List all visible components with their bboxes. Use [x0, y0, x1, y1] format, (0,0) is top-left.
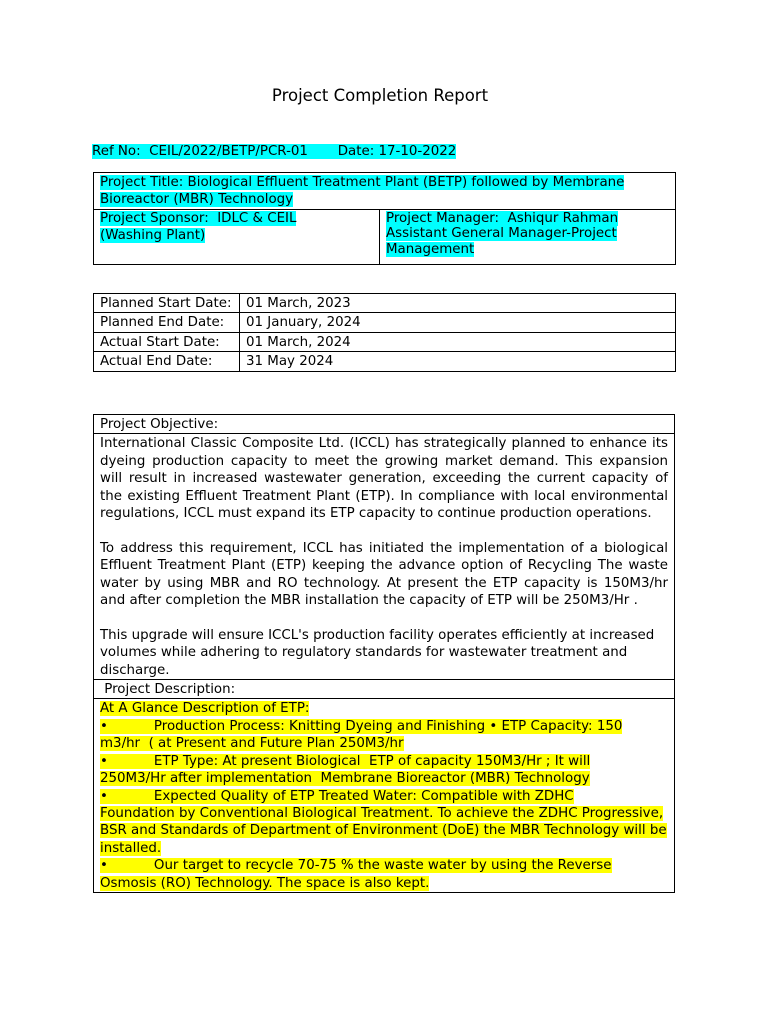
- manager-line-2: Assistant General Manager-Project: [386, 226, 617, 242]
- date-value: 31 May 2024: [240, 352, 676, 371]
- objective-paragraph-1: International Classic Composite Ltd. (ICCL) has strategically planned to enhance its dyeing production capacity to meet the growing market demand. This expansion will result in increased wastewater generation, exceeding the current capacity of the existing Effluent Treatment Plant (ETP). In compliance with local environmental regulations, ICCL must expand its ETP capacity to continue production operations.: [100, 436, 668, 522]
- date-value: 01 March, 2024: [240, 332, 676, 351]
- bullet-icon: •: [100, 753, 108, 769]
- table-row: [94, 294, 676, 313]
- table-row: [94, 332, 676, 351]
- page-title: Project Completion Report: [271, 86, 489, 105]
- table-row: [94, 699, 675, 892]
- project-title-cell: [94, 173, 676, 210]
- project-manager-cell: [380, 209, 676, 264]
- table-row: [94, 209, 676, 264]
- ref-number-date: Ref No: CEIL/2022/BETP/PCR-01 Date: 17-10-2022: [92, 144, 457, 159]
- table-row: [94, 173, 676, 210]
- date-label: Planned End Date:: [94, 313, 240, 332]
- bullet-icon: •: [100, 788, 108, 804]
- objective-description-table: [93, 414, 675, 893]
- bullet-item: • Production Process: Knitting Dyeing and Finishing • ETP Capacity: 150 m3/hr ( at Present and Future Plan 250M3/hr: [100, 718, 623, 752]
- table-row: [94, 313, 676, 332]
- date-label: Actual End Date:: [94, 352, 240, 371]
- table-row: [94, 352, 676, 371]
- description-body: [94, 699, 675, 892]
- objective-paragraph-3: This upgrade will ensure ICCL's production facility operates efficiently at increased volumes while adhering to regulatory standards for wastewater treatment and discharge.: [100, 627, 655, 678]
- dates-table: [93, 293, 676, 372]
- objective-paragraph-2: To address this requirement, ICCL has initiated the implementation of a biological Effluent Treatment Plant (ETP) keeping the advance option of Recycling The waste water by using MBR and RO technology. At present the ETP capacity is 150M3/hr and after completion the MBR installation the capacity of ETP will be 250M3/Hr .: [100, 540, 668, 609]
- date-value: 01 March, 2023: [240, 294, 676, 313]
- bullet-icon: •: [100, 718, 108, 734]
- date-value: 01 January, 2024: [240, 313, 676, 332]
- table-row: [94, 680, 675, 699]
- project-sponsor-cell: [94, 209, 380, 264]
- bullet-icon: •: [100, 858, 108, 874]
- bullet-item: • Our target to recycle 70-75 % the waste water by using the Reverse Osmosis (RO) Technology. The space is also kept.: [100, 858, 612, 891]
- reference-line: [92, 143, 456, 160]
- date-label: Actual Start Date:: [94, 332, 240, 351]
- description-heading: Project Description:: [94, 680, 675, 699]
- objective-heading: Project Objective:: [94, 415, 675, 434]
- glance-heading: At A Glance Description of ETP:: [100, 701, 310, 717]
- manager-line-1: Project Manager: Ashiqur Rahman: [386, 210, 619, 226]
- table-row: [94, 434, 675, 680]
- table-row: [94, 415, 675, 434]
- bullet-item: • ETP Type: At present Biological ETP of capacity 150M3/Hr ; It will 250M3/Hr after implementation Membrane Bioreactor (MBR) Technology: [100, 753, 591, 787]
- sponsor-line-1: Project Sponsor: IDLC & CEIL: [100, 210, 297, 226]
- project-header-table: [93, 172, 676, 265]
- sponsor-line-2: (Washing Plant): [100, 228, 206, 244]
- objective-body: [94, 434, 675, 680]
- manager-line-3: Management: [386, 241, 475, 257]
- date-label: Planned Start Date:: [94, 294, 240, 313]
- project-title: Project Title: Biological Effluent Treatment Plant (BETP) followed by Membrane Bioreactor (MBR) Technology: [100, 175, 625, 208]
- bullet-item: • Expected Quality of ETP Treated Water: Compatible with ZDHC Foundation by Conventional Biological Treatment. To achieve the ZDHC Progressive, BSR and Standards of Department of Environment (DoE) the MBR Technology will be installed.: [100, 788, 667, 856]
